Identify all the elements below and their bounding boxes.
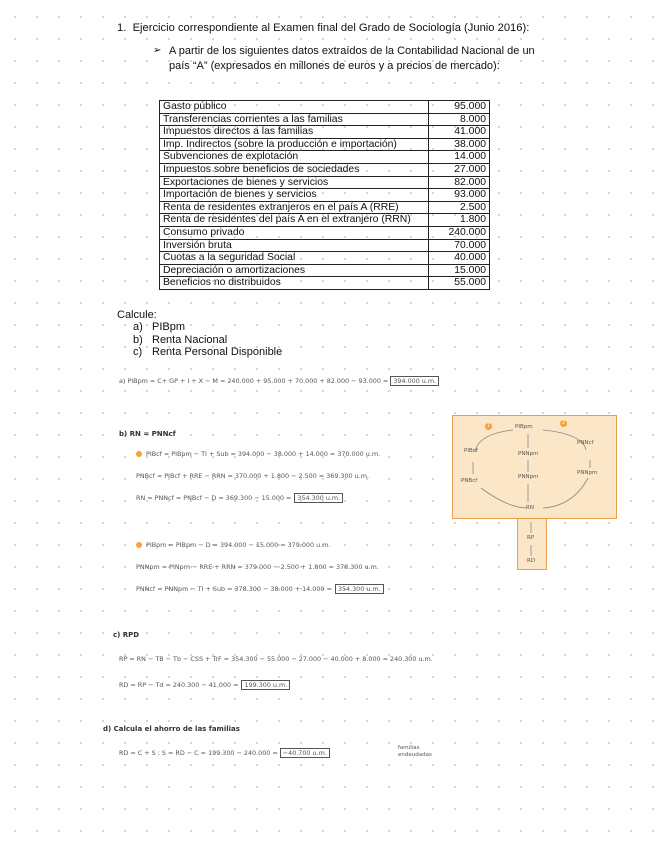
list-item-letter: b) xyxy=(133,333,143,346)
diagram-right: PNNcf xyxy=(577,440,594,446)
list-item-text: PIBpm xyxy=(152,321,186,333)
table-row xyxy=(160,214,490,227)
note-c-title: c) RPD xyxy=(113,631,140,639)
list-item xyxy=(133,321,282,334)
table-row xyxy=(160,126,490,139)
note-d xyxy=(119,749,330,757)
note-d-comment xyxy=(398,745,432,759)
note-line xyxy=(136,450,380,458)
table-row xyxy=(160,101,490,114)
note-line-text: RP = RN − TB − Tb − CSS + TrF = 354.300 − 55.000 − 27.000 − 40.000 + 8.000 = 240.300 u.m. xyxy=(119,655,433,663)
note-d-comment-1: familias xyxy=(398,745,420,751)
arrow-bullet-icon: ➢ xyxy=(153,45,162,56)
table-row xyxy=(160,252,490,265)
table-cell-label: Renta de residentes extranjeros en el país A (RRE) xyxy=(160,201,429,214)
diagram-rn: RN xyxy=(526,505,534,511)
orange-dot-icon xyxy=(136,542,142,548)
note-line xyxy=(136,541,330,549)
national-accounts-table xyxy=(159,100,490,290)
diagram-mid2: PNNpm xyxy=(518,474,539,480)
table-row xyxy=(160,113,490,126)
note-line-text: PNNcf = PNNpm − TI + Sub = 378.300 − 38.000 + 14.000 = xyxy=(136,585,332,593)
table-cell-value: 40.000 xyxy=(429,252,490,265)
exercise-intro: A partir de los siguientes datos extraídos de la Contabilidad Nacional de un país “A” (expresados en millones de euros y a precios de mercado): xyxy=(169,45,535,72)
table-cell-label: Impuestos directos a las familias xyxy=(160,126,429,139)
note-line-result: 354.300 u.m. xyxy=(335,584,384,594)
table-row xyxy=(160,239,490,252)
table-cell-value: 8.000 xyxy=(429,113,490,126)
table-cell-label: Inversión bruta xyxy=(160,239,429,252)
table-row xyxy=(160,277,490,290)
table-cell-label: Beneficios no distribuidos xyxy=(160,277,429,290)
note-line xyxy=(136,494,343,502)
note-line xyxy=(119,681,290,689)
note-line-text: PIBcf = PIBpm − TI + Sub = 394.000 − 38.000 + 14.000 = 370.000 u.m. xyxy=(146,450,381,458)
exercise-title-line xyxy=(117,22,529,34)
note-line xyxy=(136,563,379,571)
table-row xyxy=(160,163,490,176)
table-cell-label: Imp. Indirectos (sobre la producción e importación) xyxy=(160,138,429,151)
table-row xyxy=(160,176,490,189)
note-a-result: 394.000 u.m. xyxy=(390,376,439,386)
table-cell-label: Depreciación o amortizaciones xyxy=(160,264,429,277)
exercise-title: Ejercicio correspondiente al Examen final del Grado de Sociología (Junio 2016): xyxy=(132,22,530,34)
note-line xyxy=(136,585,384,593)
table-cell-value: 15.000 xyxy=(429,264,490,277)
table-cell-value: 27.000 xyxy=(429,163,490,176)
diagram-circle-2: 2 xyxy=(560,420,567,427)
note-line xyxy=(136,472,369,480)
note-line-text: PNNpm = PINpm − RRE + RRN = 379.000 − 2.500 + 1.800 = 378.300 u.m. xyxy=(136,563,379,571)
table-cell-value: 93.000 xyxy=(429,189,490,202)
table-cell-value: 95.000 xyxy=(429,101,490,114)
diagram-arrows xyxy=(453,416,615,517)
table-cell-label: Transferencias corrientes a las familias xyxy=(160,113,429,126)
table-row xyxy=(160,201,490,214)
note-line-text: PNBcf = PIBcf + RRE − RRN = 370.000 + 1.800 − 2.500 = 369.300 u.m. xyxy=(136,472,369,480)
table-cell-label: Consumo privado xyxy=(160,226,429,239)
list-item xyxy=(133,346,282,359)
note-b-title: b) RN = PNNcf xyxy=(119,430,176,438)
note-line-result: 199.300 u.m. xyxy=(241,680,290,690)
note-line xyxy=(119,655,433,663)
table-cell-value: 41.000 xyxy=(429,126,490,139)
table-cell-label: Renta de residentes del país A en el extranjero (RRN) xyxy=(160,214,429,227)
table-row xyxy=(160,264,490,277)
note-d-title: d) Calcula el ahorro de las familias xyxy=(103,725,240,733)
note-d-text: RD = C + S ; S = RD − C = 199.300 − 240.000 = xyxy=(119,749,278,757)
table-cell-label: Importación de bienes y servicios xyxy=(160,189,429,202)
calcule-title: Calcule: xyxy=(117,309,157,321)
list-item-letter: a) xyxy=(133,321,143,333)
table-cell-value: 240.000 xyxy=(429,226,490,239)
diagram-arrow xyxy=(481,488,527,508)
table-row xyxy=(160,189,490,202)
note-line-text: RN = PNNcf = PNBcf − D = 369.300 − 15.000 = xyxy=(136,494,292,502)
table-cell-value: 82.000 xyxy=(429,176,490,189)
diagram-top: PIBpm xyxy=(515,424,533,430)
table-cell-label: Exportaciones de bienes y servicios xyxy=(160,176,429,189)
calcule-list xyxy=(133,321,282,359)
income-flow-diagram xyxy=(452,415,617,519)
note-a-text: a) PIBpm = C+ GP + I + X − M = 240.000 + 95.000 + 70.000 + 82.000 − 93.000 = xyxy=(119,377,389,385)
note-line-text: PIBpm = PIBpm − D = 394.000 − 15.000 = 379.000 u.m. xyxy=(146,541,331,549)
orange-dot-icon xyxy=(136,451,142,457)
note-d-result: −40.700 u.m. xyxy=(280,748,330,758)
diagram-arrow xyxy=(475,430,513,452)
exercise-number: 1. xyxy=(117,22,127,34)
diagram-chain xyxy=(517,518,547,570)
table-cell-value: 38.000 xyxy=(429,138,490,151)
list-item-letter: c) xyxy=(133,346,143,358)
table-cell-label: Impuestos sobre beneficios de sociedades xyxy=(160,163,429,176)
list-item-text: Renta Personal Disponible xyxy=(152,346,283,358)
note-line-result: 354.300 u.m. xyxy=(294,493,343,503)
table-cell-value: 55.000 xyxy=(429,277,490,290)
list-item-text: Renta Nacional xyxy=(152,333,228,346)
note-line-text: RD = RP − Td = 240.300 − 41.000 = xyxy=(119,681,239,689)
table-cell-value: 14.000 xyxy=(429,151,490,164)
diagram-mid: PNNpm xyxy=(518,451,539,457)
table-cell-label: Subvenciones de explotación xyxy=(160,151,429,164)
diagram-left: PIBcf xyxy=(464,448,478,454)
diagram-right2: PNNpm xyxy=(577,470,598,476)
table-cell-value: 2.500 xyxy=(429,201,490,214)
table-cell-label: Cuotas a la seguridad Social xyxy=(160,252,429,265)
diagram-circle-1: 1 xyxy=(485,423,492,430)
table-row xyxy=(160,151,490,164)
diagram-arrow xyxy=(543,478,588,508)
diagram-rp: RP xyxy=(527,535,535,541)
diagram-left2: PNBcf xyxy=(461,478,478,484)
note-a xyxy=(119,377,439,385)
note-d-comment-2: endeudadas xyxy=(398,752,432,758)
diagram-rd: RD xyxy=(527,558,536,564)
table-cell-value: 1.800 xyxy=(429,214,490,227)
list-item xyxy=(133,334,282,347)
table-row xyxy=(160,226,490,239)
table-row xyxy=(160,138,490,151)
table-cell-label: Gasto público xyxy=(160,101,429,114)
table-cell-value: 70.000 xyxy=(429,239,490,252)
